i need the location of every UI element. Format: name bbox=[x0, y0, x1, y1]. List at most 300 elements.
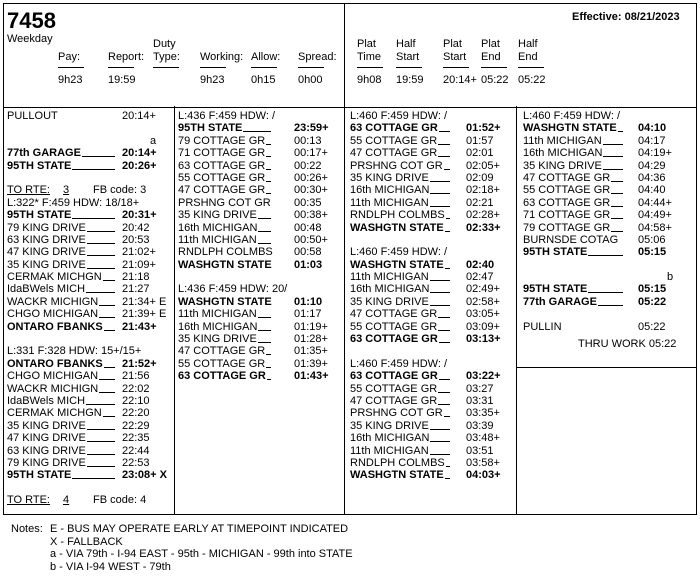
stop-time: 01:57 bbox=[466, 134, 494, 147]
thru-work: THRU WORK 05:22 bbox=[578, 338, 677, 351]
stop-name: 55 COTTAGE GR bbox=[350, 382, 438, 395]
leader-line bbox=[99, 305, 115, 306]
leader-line bbox=[430, 181, 450, 182]
stop-time: 02:47 bbox=[466, 271, 494, 284]
stop-name: 16th MICHIGAN bbox=[178, 221, 258, 234]
stop-time: 04:19+ bbox=[638, 147, 672, 160]
leader-line bbox=[258, 218, 271, 219]
leader-line bbox=[258, 243, 271, 244]
stop-time: 03:51 bbox=[466, 444, 494, 457]
stop-time: 05:15 bbox=[638, 246, 667, 259]
leader-line bbox=[445, 231, 450, 232]
stop-name: ONTARO FBANKS bbox=[7, 320, 103, 333]
trip-row bbox=[178, 308, 343, 320]
stop-time: 00:26+ bbox=[294, 171, 328, 184]
trip-row bbox=[523, 197, 693, 209]
header-value: 19:59 bbox=[108, 74, 136, 86]
col-divider-3 bbox=[516, 106, 517, 514]
leader-line bbox=[439, 131, 450, 132]
stop-time: 02:01 bbox=[466, 147, 494, 160]
stop-name: 16th MICHIGAN bbox=[178, 320, 258, 333]
to-rte-3: TO RTE: 3 FB code: 3 bbox=[7, 184, 147, 197]
leader-line bbox=[86, 292, 115, 293]
note-line: E - BUS MAY OPERATE EARLY AT TIMEPOINT INDICATED bbox=[50, 523, 349, 535]
stop-name: WASHGTN STATE bbox=[350, 258, 444, 271]
header-label: Spread: bbox=[298, 51, 337, 63]
header-value: 0h00 bbox=[298, 74, 323, 86]
trip-row bbox=[523, 296, 693, 308]
stop-time: 22:35 bbox=[122, 432, 150, 445]
leader-line bbox=[444, 416, 450, 417]
leader-line bbox=[611, 181, 623, 182]
leader-line bbox=[430, 441, 450, 442]
leader-line bbox=[603, 156, 623, 157]
stop-name: 16th MICHIGAN bbox=[350, 432, 430, 445]
leader-line bbox=[82, 156, 115, 157]
stop-name: 47 KING DRIVE bbox=[7, 246, 86, 259]
header-label: Start bbox=[396, 51, 420, 63]
note-a-marker: a bbox=[150, 134, 157, 147]
trip-row bbox=[523, 147, 693, 159]
trip-rows bbox=[350, 370, 515, 482]
stop-time: 01:03 bbox=[294, 258, 323, 271]
leader-line bbox=[446, 218, 450, 219]
pullin-row: PULLIN 05:22 bbox=[523, 320, 666, 333]
effective-date: Effective: 08/21/2023 bbox=[572, 11, 680, 23]
note-line: a - VIA 79th - I-94 EAST - 95th - MICHIGAN - 99th into STATE bbox=[50, 548, 353, 561]
stop-name: 11th MICHIGAN bbox=[350, 196, 429, 209]
stop-time: 03:27 bbox=[466, 382, 494, 395]
leader-line bbox=[438, 392, 450, 393]
stop-time: 02:28+ bbox=[466, 209, 500, 222]
trip-row bbox=[7, 246, 172, 258]
trip-row bbox=[523, 222, 693, 234]
trip-rows bbox=[7, 209, 172, 333]
note-line: b - VIA I-94 WEST - 79th bbox=[50, 560, 171, 573]
stop-time: 02:58+ bbox=[466, 295, 500, 308]
stop-name: CERMAK MICHGN bbox=[7, 271, 102, 284]
trip-row bbox=[7, 209, 172, 221]
stop-time: 23:59+ bbox=[294, 122, 329, 135]
stop-name: 71 COTTAGE GR bbox=[523, 209, 611, 222]
stop-time: 21:56 bbox=[122, 370, 150, 383]
trip-row bbox=[523, 283, 693, 295]
stop-time: 22:44 bbox=[122, 444, 150, 457]
notes-lines bbox=[50, 523, 353, 573]
trip-row bbox=[350, 457, 515, 469]
stop-time: 00:30+ bbox=[294, 184, 328, 197]
stop-name: 35 KING DRIVE bbox=[350, 171, 429, 184]
stop-time: 04:03+ bbox=[466, 469, 501, 482]
stop-name: 55 COTTAGE GR bbox=[350, 134, 438, 147]
stop-time: 05:15 bbox=[638, 283, 667, 296]
stop-name: 35 KING DRIVE bbox=[178, 209, 257, 222]
stop-name: 79 KING DRIVE bbox=[7, 221, 86, 234]
trip-row bbox=[7, 407, 172, 419]
block-header: L:460 F:459 HDW: / bbox=[350, 357, 448, 370]
leader-line bbox=[87, 441, 115, 442]
stop-time: 01:39+ bbox=[294, 357, 328, 370]
leader-line bbox=[439, 379, 450, 380]
leader-line bbox=[266, 169, 271, 170]
trip-row bbox=[523, 122, 693, 134]
trip-row bbox=[178, 296, 343, 308]
leader-line bbox=[104, 330, 115, 331]
leader-line bbox=[99, 379, 115, 380]
notes-label: Notes: bbox=[11, 523, 43, 535]
day-type: Weekday bbox=[7, 33, 53, 45]
trip-row bbox=[178, 209, 343, 221]
stop-time: 04:17 bbox=[638, 134, 666, 147]
stop-name: 95TH STATE bbox=[523, 283, 588, 296]
stop-name: WASHGTN STATE bbox=[350, 469, 444, 482]
leader-line bbox=[72, 169, 115, 170]
stop-name: 11th MICHIGAN bbox=[523, 134, 602, 147]
leader-line bbox=[446, 466, 450, 467]
stop-time: 00:58 bbox=[294, 246, 322, 259]
header-label: Pay: bbox=[58, 51, 81, 63]
leader-line bbox=[87, 454, 115, 455]
trip-row bbox=[350, 308, 515, 320]
stop-name: 35 KING DRIVE bbox=[7, 258, 86, 271]
stop-name: ONTARO FBANKS bbox=[7, 357, 103, 370]
trip-row bbox=[7, 358, 172, 370]
block-header: L:436 F:459 HDW: 20/ bbox=[178, 283, 288, 296]
stop-time: 00:22 bbox=[294, 159, 322, 172]
leader-line bbox=[430, 292, 450, 293]
trip-row bbox=[7, 420, 172, 432]
leader-line bbox=[87, 243, 115, 244]
stop-name: 79 COTTAGE GR bbox=[523, 221, 611, 234]
leader-line bbox=[603, 144, 623, 145]
leader-line bbox=[266, 181, 271, 182]
header-label: Allow: bbox=[251, 51, 281, 63]
trip-row bbox=[178, 321, 343, 333]
trip-row bbox=[350, 333, 515, 345]
trip-row bbox=[178, 259, 343, 271]
stop-time: 23:08+ X bbox=[122, 469, 167, 482]
header-label-top: Duty bbox=[153, 38, 176, 50]
stop-name: PRSHNG COT GR bbox=[350, 159, 443, 172]
trip-row bbox=[350, 197, 515, 209]
stop-time: 04:40 bbox=[638, 184, 666, 197]
leader-line bbox=[438, 156, 450, 157]
trip-row bbox=[350, 135, 515, 147]
stop-name: WACKR MICHIGN bbox=[7, 295, 99, 308]
col-divider-1 bbox=[174, 106, 175, 514]
stop-time: 20:42 bbox=[122, 221, 150, 234]
header-label: Start bbox=[443, 51, 467, 63]
trip-row bbox=[7, 445, 172, 457]
trip-rows bbox=[7, 358, 172, 482]
trip-rows bbox=[350, 122, 515, 234]
stop-time: 01:35+ bbox=[294, 345, 328, 358]
header-label-underline bbox=[518, 67, 544, 68]
stop-time: 04:44+ bbox=[638, 196, 672, 209]
stop-name: 35 KING DRIVE bbox=[350, 419, 429, 432]
trip-row bbox=[350, 172, 515, 184]
stop-time: 22:53 bbox=[122, 456, 150, 469]
stop-time: 04:29 bbox=[638, 159, 666, 172]
trip-row bbox=[523, 234, 693, 246]
stop-time: 21:09+ bbox=[122, 258, 156, 271]
trip-row bbox=[178, 160, 343, 172]
stop-time: 04:58+ bbox=[638, 221, 672, 234]
trip-row bbox=[7, 457, 172, 469]
stop-name: 79 KING DRIVE bbox=[7, 456, 86, 469]
stop-time: 03:05+ bbox=[466, 308, 500, 321]
stop-name: 55 COTTAGE GR bbox=[178, 171, 266, 184]
trip-row bbox=[523, 172, 693, 184]
leader-line bbox=[438, 317, 450, 318]
leader-line bbox=[439, 342, 450, 343]
leader-line bbox=[438, 404, 450, 405]
stop-name: 63 COTTAGE GR bbox=[178, 370, 266, 383]
stop-time: 21:52+ bbox=[122, 357, 157, 370]
stop-name: 47 COTTAGE GR bbox=[350, 394, 438, 407]
header-value: 05:22 bbox=[481, 74, 509, 86]
trip-row bbox=[350, 395, 515, 407]
trip-row bbox=[7, 469, 172, 481]
leader-line bbox=[103, 416, 115, 417]
header-label: Working: bbox=[200, 51, 244, 63]
trip-row bbox=[178, 222, 343, 234]
stop-name: 47 COTTAGE GR bbox=[178, 184, 266, 197]
stop-time: 02:09 bbox=[466, 171, 494, 184]
stop-time: 20:31+ bbox=[122, 209, 157, 222]
stop-time: 04:49+ bbox=[638, 209, 672, 222]
trip-row bbox=[523, 246, 693, 258]
header-value: 9h08 bbox=[357, 74, 382, 86]
leader-line bbox=[243, 131, 271, 132]
trip-row bbox=[350, 445, 515, 457]
stop-time: 03:31 bbox=[466, 394, 494, 407]
block-header: L:322* F:459 HDW: 18/18+ bbox=[7, 196, 140, 209]
leader-line bbox=[258, 330, 271, 331]
trip-row bbox=[7, 308, 172, 320]
leader-line bbox=[258, 231, 271, 232]
header-label-underline bbox=[396, 67, 422, 68]
leader-line bbox=[430, 454, 450, 455]
stop-name: RNDLPH COLMBS bbox=[350, 209, 445, 222]
leader-line bbox=[588, 255, 623, 256]
trip-row bbox=[523, 135, 693, 147]
stop-name: 47 COTTAGE GR bbox=[350, 308, 438, 321]
leader-line bbox=[618, 131, 623, 132]
trip-row bbox=[178, 370, 343, 382]
stop-name: PRSHNG COT GR bbox=[178, 196, 271, 209]
stop-time: 21:27 bbox=[122, 283, 150, 296]
stop-name: 16th MICHIGAN bbox=[523, 147, 603, 160]
stop-name: 63 COTTAGE GR bbox=[350, 370, 438, 383]
trip-row bbox=[350, 271, 515, 283]
stop-name: PRSHNG COT GR bbox=[350, 407, 443, 420]
stop-time: 02:33+ bbox=[466, 221, 501, 234]
trip-row bbox=[7, 259, 172, 271]
stop-name: 63 COTTAGE GR bbox=[523, 196, 611, 209]
stop-name: 47 COTTAGE GR bbox=[523, 171, 611, 184]
note-line: X - FALLBACK bbox=[50, 535, 123, 548]
trip-row bbox=[178, 197, 343, 209]
stop-time: 05:22 bbox=[638, 295, 667, 308]
header-label-underline bbox=[58, 67, 84, 68]
header-label-underline bbox=[108, 67, 134, 68]
header-label: Time bbox=[357, 51, 382, 63]
stop-name: 63 COTTAGE GR bbox=[350, 333, 438, 346]
trip-row bbox=[178, 122, 343, 134]
stop-name: 11th MICHIGAN bbox=[350, 271, 429, 284]
trip-row bbox=[350, 296, 515, 308]
stop-time: 05:06 bbox=[638, 233, 666, 246]
col-divider-2 bbox=[344, 106, 345, 514]
stop-name: WASHGTN STATE bbox=[523, 122, 617, 135]
stop-name: WASHGTN STATE bbox=[350, 221, 444, 234]
leader-line bbox=[445, 268, 450, 269]
trip-row bbox=[178, 358, 343, 370]
trip-rows bbox=[178, 296, 343, 383]
stop-name: 16th MICHIGAN bbox=[350, 283, 430, 296]
stop-time: 03:13+ bbox=[466, 333, 501, 346]
stop-name: 55 COTTAGE GR bbox=[523, 184, 611, 197]
leader-line bbox=[258, 342, 271, 343]
block-header: L:460 F:459 HDW: / bbox=[523, 110, 621, 122]
leader-line bbox=[87, 231, 115, 232]
header-label-underline bbox=[251, 67, 277, 68]
stop-time: 21:02+ bbox=[122, 246, 156, 259]
stop-time: 01:28+ bbox=[294, 333, 328, 346]
leader-line bbox=[438, 144, 450, 145]
stop-time: 00:17+ bbox=[294, 147, 328, 160]
leader-line bbox=[72, 218, 115, 219]
stop-time: 00:50+ bbox=[294, 233, 328, 246]
header-label-underline bbox=[298, 67, 324, 68]
header-label-underline bbox=[443, 67, 469, 68]
stop-name: 11th MICHIGAN bbox=[178, 233, 257, 246]
stop-name: 47 COTTAGE GR bbox=[178, 345, 266, 358]
stop-time: 01:19+ bbox=[294, 320, 328, 333]
header-value: 9h23 bbox=[200, 74, 225, 86]
trip-row bbox=[178, 184, 343, 196]
stop-time: 02:05+ bbox=[466, 159, 500, 172]
block-header: L:460 F:459 HDW: / bbox=[350, 246, 448, 259]
leader-line bbox=[430, 429, 450, 430]
pullout-row: PULLOUT 20:14+ bbox=[7, 110, 156, 122]
stop-time: 22:10 bbox=[122, 394, 150, 407]
col4-hr bbox=[516, 367, 696, 368]
stop-time: 02:21 bbox=[466, 196, 494, 209]
stop-name: WACKR MICHIGN bbox=[7, 382, 99, 395]
header-label: Type: bbox=[153, 51, 180, 63]
stop-time: 01:10 bbox=[294, 295, 323, 308]
leader-line bbox=[603, 169, 623, 170]
trip-row bbox=[523, 184, 693, 196]
stop-name: 95TH STATE bbox=[7, 209, 72, 222]
stop-time: 03:48+ bbox=[466, 432, 500, 445]
header-label-top: Half bbox=[396, 38, 416, 50]
header-label: Report: bbox=[108, 51, 145, 63]
trip-row bbox=[178, 135, 343, 147]
leader-line bbox=[266, 193, 271, 194]
header-label-underline bbox=[200, 67, 226, 68]
stop-name: 71 COTTAGE GR bbox=[178, 147, 266, 160]
leader-line bbox=[430, 206, 450, 207]
trip-row bbox=[178, 147, 343, 159]
stop-name: BURNSDE COTAG bbox=[523, 233, 619, 246]
stop-time: 21:18 bbox=[122, 271, 150, 284]
stop-name: CHGO MICHIGAN bbox=[7, 308, 99, 321]
leader-line bbox=[267, 379, 271, 380]
stop-time: 01:52+ bbox=[466, 122, 501, 135]
stop-name: 63 KING DRIVE bbox=[7, 233, 86, 246]
trip-row bbox=[350, 184, 515, 196]
stop-time: 00:13 bbox=[294, 134, 322, 147]
leader-line bbox=[438, 330, 450, 331]
trip-row bbox=[350, 222, 515, 234]
stop-name: 35 KING DRIVE bbox=[523, 159, 602, 172]
stop-time: 02:40 bbox=[466, 258, 495, 271]
stop-time: 01:17 bbox=[294, 308, 322, 321]
stop-name: 11th MICHIGAN bbox=[350, 444, 429, 457]
stop-time: 20:14+ bbox=[122, 147, 157, 160]
trip-row bbox=[7, 222, 172, 234]
header-label-underline bbox=[481, 67, 507, 68]
stop-name: 55 COTTAGE GR bbox=[178, 357, 266, 370]
leader-line bbox=[611, 218, 623, 219]
leader-line bbox=[598, 305, 623, 306]
column-1 bbox=[7, 110, 172, 507]
stop-name: 79 COTTAGE GR bbox=[178, 134, 266, 147]
stop-time: 20:53 bbox=[122, 233, 150, 246]
trip-row bbox=[350, 283, 515, 295]
stop-name: 55 COTTAGE GR bbox=[350, 320, 438, 333]
trip-row bbox=[7, 234, 172, 246]
stop-time: 20:26+ bbox=[122, 159, 157, 172]
trip-row bbox=[523, 209, 693, 221]
header-label-top: Half bbox=[518, 38, 538, 50]
leader-line bbox=[445, 478, 450, 479]
column-2 bbox=[178, 110, 343, 383]
leader-line bbox=[87, 429, 115, 430]
garage-rows bbox=[7, 147, 172, 172]
block-header: L:460 F:459 HDW: / bbox=[350, 110, 448, 122]
garage-rows bbox=[523, 283, 693, 308]
leader-line bbox=[430, 305, 450, 306]
trip-row bbox=[7, 432, 172, 444]
trip-row bbox=[350, 407, 515, 419]
stop-time: 21:43+ bbox=[122, 320, 157, 333]
stop-time: 22:20 bbox=[122, 407, 150, 420]
leader-line bbox=[87, 255, 115, 256]
leader-line bbox=[72, 478, 115, 479]
trip-row bbox=[350, 469, 515, 481]
stop-time: 03:09+ bbox=[466, 320, 500, 333]
leader-line bbox=[99, 392, 115, 393]
header-value: 20:14+ bbox=[443, 74, 477, 86]
leader-line bbox=[103, 280, 115, 281]
stop-time: 21:39+ E bbox=[122, 308, 167, 321]
leader-line bbox=[87, 466, 115, 467]
trip-row bbox=[178, 246, 343, 258]
stop-time: 00:35 bbox=[294, 196, 322, 209]
leader-line bbox=[258, 317, 271, 318]
column-3 bbox=[350, 110, 515, 482]
stop-name: WASHGTN STATE bbox=[178, 258, 272, 271]
stop-name: 95TH STATE bbox=[523, 246, 588, 259]
trip-row bbox=[350, 383, 515, 395]
stop-time: 03:35+ bbox=[466, 407, 500, 420]
stop-time: 03:58+ bbox=[466, 456, 500, 469]
stop-name: 95TH STATE bbox=[7, 469, 72, 482]
